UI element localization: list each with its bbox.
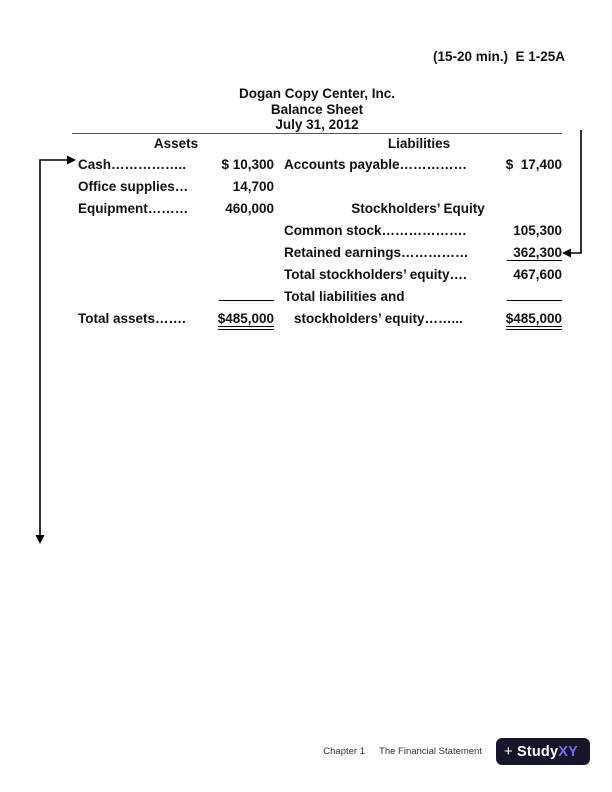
- balance-sheet: [72, 154, 562, 330]
- balance-sheet-row: [72, 242, 562, 264]
- title-block: [72, 86, 562, 133]
- equity-label: Total stockholders’ equity….: [284, 267, 467, 282]
- page-footer: [323, 738, 590, 765]
- asset-amount: 14,700: [232, 179, 274, 194]
- balance-sheet-row: [72, 220, 562, 242]
- retained-earnings-arrowhead: [562, 249, 571, 258]
- equity-section-header: Stockholders’ Equity: [351, 201, 485, 216]
- balance-sheet-row: [72, 308, 562, 330]
- liability-amount: $ 17,400: [505, 157, 562, 172]
- asset-amount: 460,000: [225, 201, 274, 216]
- total-liabilities-label-line2: stockholders’ equity……...: [294, 311, 463, 326]
- studyxy-logo: [496, 738, 590, 765]
- company-name: Dogan Copy Center, Inc.: [238, 86, 396, 101]
- equity-label: Common stock……………….: [284, 223, 467, 238]
- total-liabilities-amount: $485,000: [506, 311, 562, 330]
- equity-label: Retained earnings……………: [284, 245, 469, 260]
- asset-label: Office supplies…: [78, 179, 189, 194]
- asset-label: Cash……………..: [78, 157, 187, 172]
- statement-date: July 31, 2012: [275, 117, 359, 132]
- liability-label: Accounts payable……………: [284, 157, 468, 172]
- cash-arrow-line: [40, 160, 68, 536]
- brand-xy-text: XY: [558, 743, 578, 760]
- asset-amount: $ 10,300: [221, 157, 274, 172]
- balance-sheet-row: [72, 198, 562, 220]
- total-assets-amount: $485,000: [218, 311, 274, 330]
- total-assets-label: Total assets…….: [78, 311, 186, 326]
- balance-sheet-row: [72, 176, 562, 198]
- asset-label: Equipment………: [78, 201, 189, 216]
- header-rule: [72, 133, 562, 134]
- down-arrowhead: [36, 535, 45, 544]
- statement-title: Balance Sheet: [270, 101, 364, 117]
- balance-sheet-row: [72, 264, 562, 286]
- liabilities-column-header: Liabilities: [387, 136, 451, 151]
- subtotal-rule-right: [507, 297, 562, 301]
- section-label: The Financial Statement: [379, 746, 482, 757]
- balance-sheet-row: [72, 154, 562, 176]
- equity-amount-underlined: 362,300: [507, 245, 562, 261]
- assets-column-header: Assets: [153, 136, 199, 151]
- equity-amount: 467,600: [513, 267, 562, 282]
- equity-amount: 105,300: [513, 223, 562, 238]
- exercise-label: (15-20 min.) E 1-25A: [432, 49, 565, 64]
- retained-earnings-arrow-line: [568, 130, 581, 253]
- brand-study-text: Study: [516, 743, 559, 760]
- plus-icon: +: [504, 743, 513, 760]
- balance-sheet-row: [72, 286, 562, 308]
- total-liabilities-label-line1: Total liabilities and: [284, 289, 405, 304]
- chapter-label: Chapter 1: [323, 746, 366, 757]
- subtotal-rule-left: [219, 297, 274, 301]
